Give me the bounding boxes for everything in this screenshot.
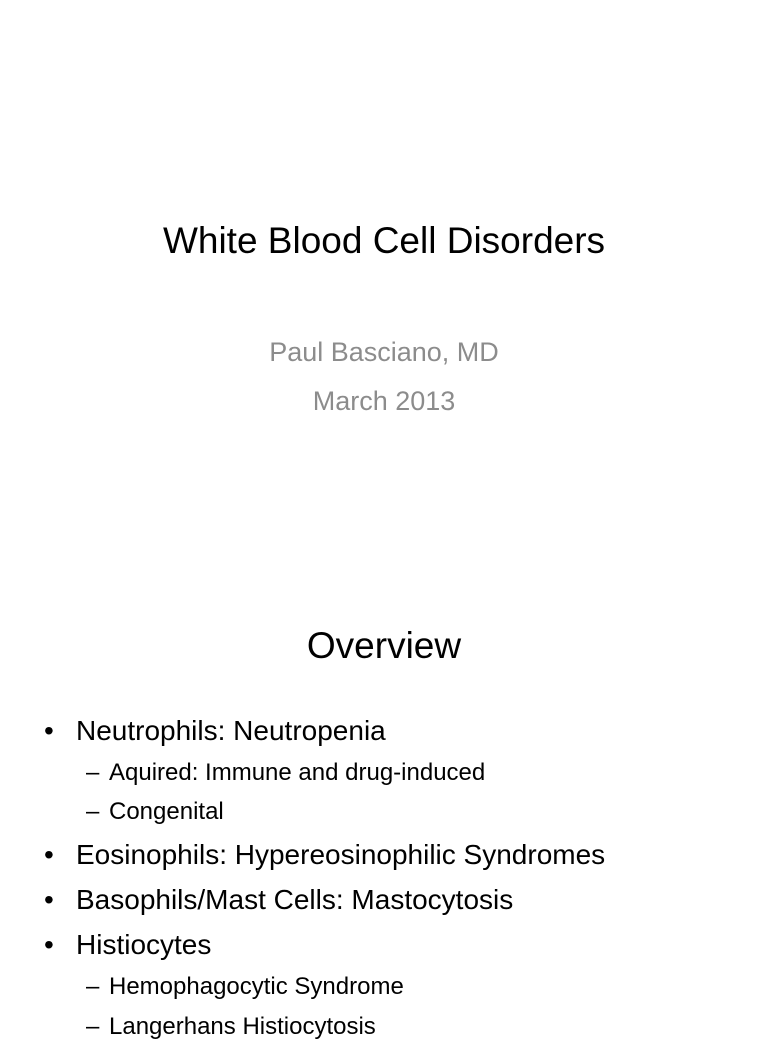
- list-item-text: Eosinophils: Hypereosinophilic Syndromes: [76, 839, 606, 870]
- sub-list-item: [86, 1012, 376, 1042]
- presentation-date: March 2013: [312, 386, 456, 416]
- sub-list-item-text: Hemophagocytic Syndrome: [109, 973, 404, 1000]
- overview-title: Overview: [306, 625, 462, 666]
- list-item: [44, 714, 386, 748]
- list-item-text: Histiocytes: [76, 929, 212, 960]
- dash-icon: –: [86, 798, 100, 825]
- bullet-icon: •: [44, 715, 54, 746]
- list-item: [44, 838, 605, 872]
- list-item: [44, 883, 513, 917]
- sub-list-item: [86, 758, 485, 788]
- bullet-list: [0, 576, 768, 1040]
- author-name: Paul Basciano, MD: [269, 337, 499, 367]
- list-item-text: Neutrophils: Neutropenia: [76, 715, 386, 746]
- dash-icon: –: [86, 973, 100, 1000]
- list-item-text: Basophils/Mast Cells: Mastocytosis: [76, 884, 514, 915]
- sub-list-item-text: Congenital: [109, 798, 224, 825]
- sub-list-item-text: Aquired: Immune and drug-induced: [109, 759, 486, 786]
- bullet-icon: •: [44, 884, 54, 915]
- overview-slide: [0, 576, 768, 1040]
- bullet-icon: •: [44, 839, 54, 870]
- dash-icon: –: [86, 1013, 100, 1040]
- sub-list-item: [86, 972, 404, 1002]
- bullet-icon: •: [44, 929, 54, 960]
- sub-list-item: [86, 797, 224, 827]
- sub-list-item-text: Langerhans Histiocytosis: [109, 1013, 376, 1040]
- dash-icon: –: [86, 759, 100, 786]
- slide-title: White Blood Cell Disorders: [162, 220, 606, 261]
- list-item: [44, 928, 211, 962]
